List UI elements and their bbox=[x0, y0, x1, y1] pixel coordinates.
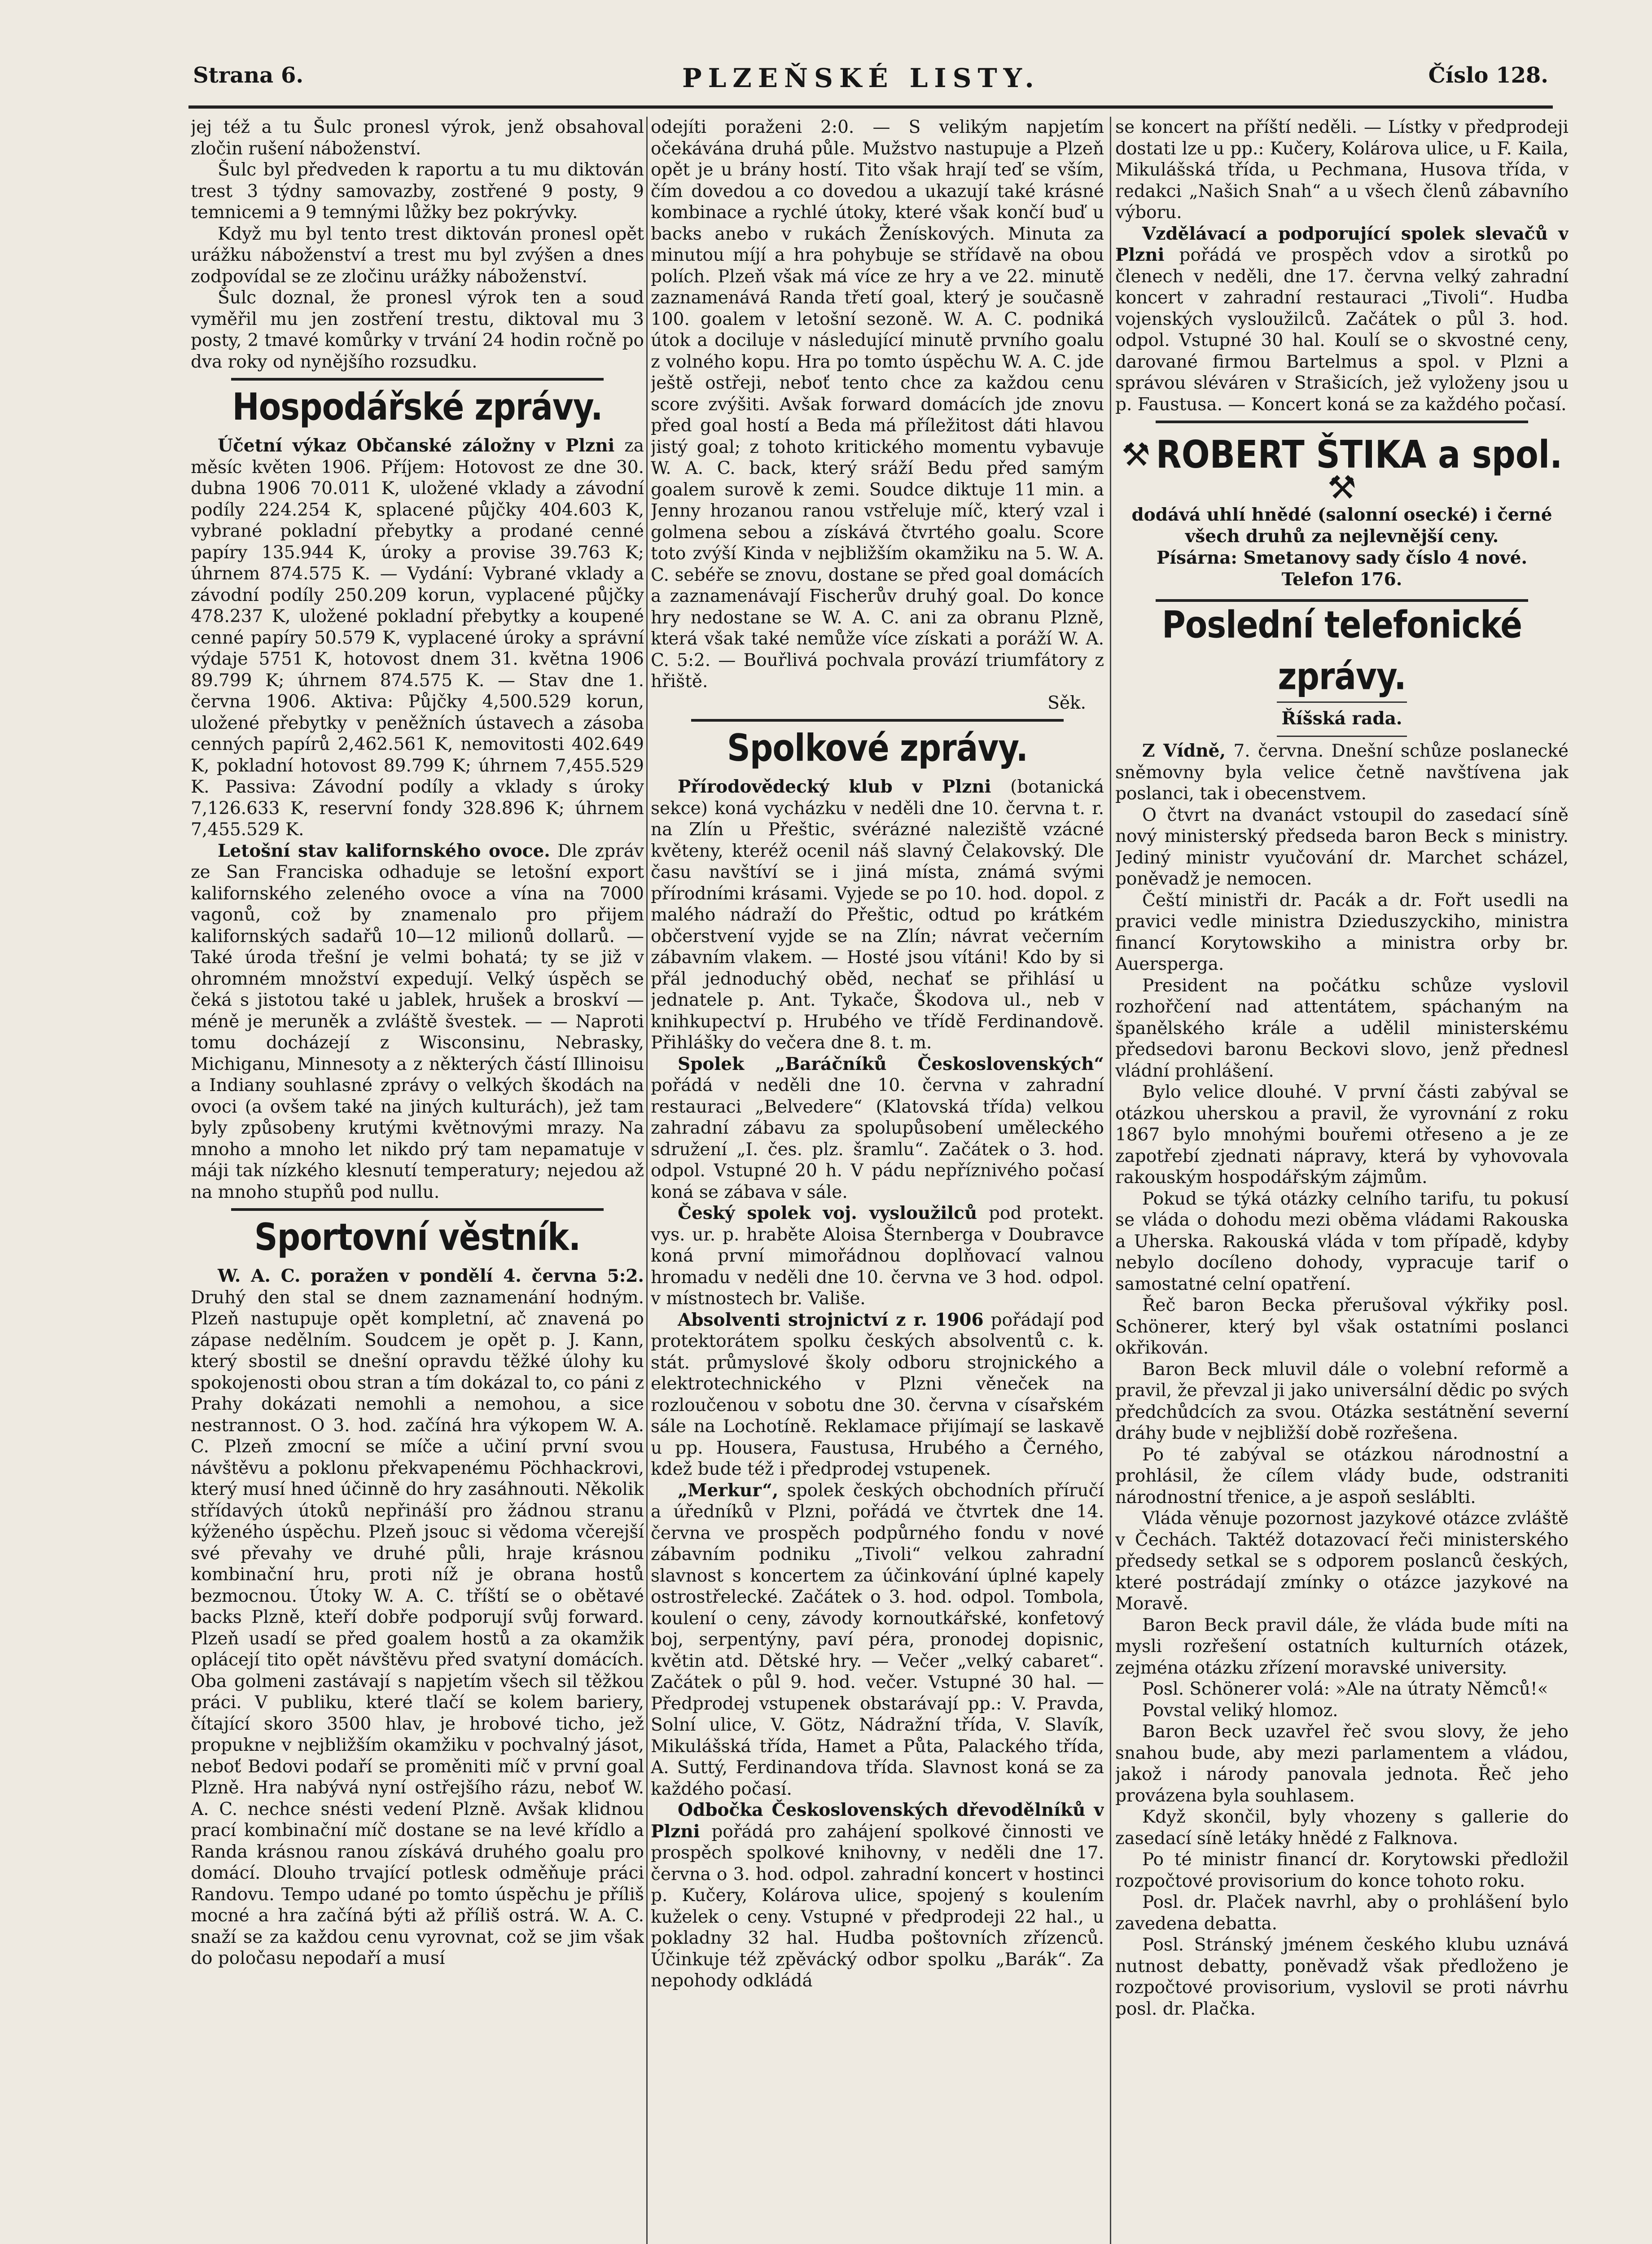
news-paragraph: Když skončil, byly vhozeny s gallerie do zasedací síně letáky hnědé z Falknova. bbox=[1115, 1807, 1569, 1849]
news-paragraph: Vláda věnuje pozornost jazykové otázce zvláště v Čechách. Taktéž dotazovací řeči ministerského předsedy setkal se s odporem poslanců českých, které postrádají zmínky o otázce jazykové na Moravě. bbox=[1115, 1508, 1569, 1614]
article-text: 7. června. Dnešní schůze poslanecké sněmovny byla velice četně navštívena jak poslanci, tak i obecenstvem. bbox=[1115, 741, 1569, 804]
news-paragraph: O čtvrt na dvanáct vstoupil do zasedací síně nový ministerský předseda baron Beck s ministry. Jediný ministr vyučování dr. Marchet scházel, poněvadž je nemocen. bbox=[1115, 805, 1569, 889]
news-paragraph: Povstal veliký hlomoz. bbox=[1142, 1700, 1338, 1721]
article-text: spolek českých obchodních příručí a úředníků v Plzni, pořádá ve čtvrtek dne 14. června ve prospěch podpůrného fondu v nové zábavním podniku „Tivoli“ velkou zahradní slavnost s koncertem za účinkování úplné kapely ostrostřelecké. Začátek o 3. hod. odpol. Tombola, koulení o ceny, závody kornoutkářské, konfetový boj, serpentýny, paví péra, pronodej dopisnic, květin atd. Dětské hry. — Večer „velký cabaret“. Začátek o půl 9. hod. večer. Vstupné 30 hal. — Předprodej vstupenek obstarávají pp.: V. Pravda, Solní ulice, V. Götz, Nádražní třída, V. Slavík, Mikulášská třída, Hamet a Půta, Palackého třída, A. Suttý, Ferdinandova třída. Slavnost koná se za každého počasí. bbox=[651, 1480, 1104, 1799]
news-paragraph: Řeč baron Becka přerušoval výkřiky posl. Schönerer, který byl však ostatními poslanci okřikován. bbox=[1115, 1295, 1569, 1358]
article-paragraph bbox=[191, 841, 644, 1203]
news-paragraph: Posl. Stránský jménem českého klubu uznává nutnost debatty, poněvadž však předloženo je rozpočtové provisorium, vyslovil se proti návrhu posl. dr. Plačka. bbox=[1115, 1935, 1569, 2019]
article-text: Dle zpráv ze San Franciska odhaduje se letošní export kalifornského zeleného ovoce a vína na 7000 vagonů, což by znamenalo pro přijem kalifornských sadařů 10—12 milionů dollarů. — Také úroda třešní je velmi bohatá; ty se již v ohromném množství expedují. Velký úspěch se čeká s jistotou také u jablek, hrušek a broskví — méně je meruněk a zvláště švestek. — — Naproti tomu docházejí z Wisconsinu, Nebrasky, Michiganu, Minnesoty a z některých částí Illinoisu a Indiany souhlasné zprávy o velkých škodách na ovoci (a ovšem také na jiných kulturách), jež tam byly způsobeny krutými květnovými mrazy. Na mnoho a mnoho let nikdo prý tam nepamatuje v máji tak nízkého klesnutí temperatury; nejedou až na mnoho stupňů pod nullu. bbox=[191, 841, 644, 1202]
article-paragraph bbox=[651, 1054, 1104, 1203]
article-text: pořádá v neděli dne 10. června v zahradní restauraci „Belvedere“ (Klatovská třída) velkou zahradní zábavu za spolupůsobení uměleckého sdružení „I. čes. plz. šramlu“. Začátek o 3. hod. odpol. Vstupné 20 h. V pádu nepříznivého počasí koná se zábava v sále. bbox=[651, 1075, 1104, 1202]
section-divider bbox=[691, 719, 1064, 722]
article-lead: Přírodovědecký klub v Plzni bbox=[678, 776, 991, 797]
news-paragraph: Posl. dr. Plaček navrhl, aby o prohlášení bylo zavedena debatta. bbox=[1115, 1892, 1569, 1934]
section-divider bbox=[231, 1208, 604, 1211]
advertisement bbox=[1115, 432, 1569, 590]
article-paragraph bbox=[651, 1800, 1104, 1992]
section-divider bbox=[1156, 421, 1528, 423]
article-text: pořádá pro zahájení spolkové činnosti ve prospěch spolkové knihovny, v neděli dne 17. června o 3. hod. odpol. zahradní koncert v hostinci p. Kučery, Kolárova ulice, spojený s koulením kuželek o ceny. Vstupné v předprodeji 22 hal., u pokladny 32 hal. Hudba poštovních zřízenců. Účinkuje též zpěvácký odbor spolku „Barák“. Za nepohody odkládá bbox=[651, 1821, 1104, 1991]
subheading: Říšská rada. bbox=[1281, 708, 1402, 729]
short-divider bbox=[1277, 736, 1407, 737]
issue-number: Číslo 128. bbox=[1428, 63, 1548, 88]
news-paragraph: Bylo velice dlouhé. V první části zabýval se otázkou uherskou a pravil, že vyrovnání z roku 1867 bylo mnohými bouřemi otřeseno a je ze zapotřebí zjednati nápravy, která by vyhovovala rakouským hospodářským zájmům. bbox=[1115, 1082, 1569, 1188]
news-paragraph bbox=[1115, 741, 1569, 805]
article-text: Druhý den stal se dnem zaznamenání hodným. Plzeň nastupuje opět kompletní, ač znavená po zápase nedělním. Soudcem je opět p. J. Kann, který sbostil se dnešní opravdu těžké úlohy ku spokojenosti obou stran a tím dokázal to, co páni z Prahy dokázati nemohli a nemohou, a sice nestrannost. O 3. hod. začíná hra výkopem W. A. C. Plzeň zmocní se míče a učiní první svou návštěvu a poklonu překvapenému Pöchhackrovi, který musí hned účinně do hry zasáhnouti. Několik střídavých útoků nepřináší pro žádnou stranu kýženého úspěchu. Plzeň jsouc si vědoma včerejší své převahy ve druhé půli, hraje krásnou kombinační hru, proti níž je obrana hostů bezmocnou. Útoky W. A. C. tříští se o obětavé backs Plzně, kteří dobře podporují svůj forward. Plzeň usadí se před goalem hostů a za okamžik oplácejí tito opět návštěvu před svatyní domácích. Oba golmeni zastávají s napjetím všech sil těžkou práci. V publiku, které tlačí se kolem bariery, čítající skoro 3500 hlav, je hrobové ticho, jež propukne v nejbližším okamžiku v pochvalný jásot, neboť Bedovi podaří se proměniti míč v první goal Plzně. Hra nabývá nyní ostřejšího rázu, neboť W. A. C. nechce snésti vedení Plzně. Avšak klidnou prací kombinační míč dostane se na levé křídlo a Randa krásnou ranou získává druhého goalu pro domácí. Dlouho trvající potlesk odměňuje práci Randovu. Tempo udané po tomto úspěchu je příliš mocné a hra začíná býti až příliš ostrá. W. A. C. snaží se za každou cenu vyrovnat, což se jim však do poločasu nepodaří a musí bbox=[191, 1287, 644, 1968]
article-paragraph bbox=[651, 1310, 1104, 1480]
article-text: pod protekt. vys. ur. p. hraběte Aloisa Šternberga v Doubravce koná první mimořádnou doplňovací valnou hromadu v neděli dne 10. června ve 3 hod. odpol. v místnostech br. Vališe. bbox=[651, 1203, 1104, 1309]
news-paragraph: Baron Beck mluvil dále o volební reformě a pravil, že převzal ji jako universální dědic po svých předchůdcích za svou. Otázka sestátnění severní dráhy bude v nejbližší době rozřešena. bbox=[1115, 1359, 1569, 1443]
news-paragraph: Pokud se týká otázky celního tarifu, tu pokusí se vláda o dohodu mezi oběma vládami Rakouska a Uherska. Rakouská vláda v tom případě, kdyby nebylo docíleno dohody, vypracuje tarif o samostatné celní opatření. bbox=[1115, 1188, 1569, 1294]
article-lead: Český spolek voj. vysloužilců bbox=[678, 1203, 977, 1223]
news-paragraph: Po té zabýval se otázkou národnostní a prohlásil, že cílem vlády bude, odstraniti národnostní třenice, a je aspoň sesláblti. bbox=[1115, 1444, 1569, 1508]
article-text: pořádají pod protektorátem spolku českých absolventů c. k. stát. průmyslové školy odboru strojnického a elektrotechnického v Plzni věneček na rozloučenou v sobotu dne 30. června v císařském sále na Lochotíně. Reklamace přijímají se laskavě u pp. Housera, Faustusa, Hrubého a Černého, kdež bude též i předprodej vstupenek. bbox=[651, 1310, 1104, 1479]
page-header bbox=[193, 58, 1548, 99]
section-heading-sport: Sportovní věstník. bbox=[254, 1215, 581, 1259]
hammers-icon: ⚒ bbox=[1121, 436, 1151, 473]
ad-line: všech druhů za nejlevnější ceny. bbox=[1185, 526, 1499, 547]
news-paragraph: Baron Beck pravil dále, že vláda bude míti na mysli rozřešení ostatních kulturních otázek, zejména otázku zřízení moravské university. bbox=[1115, 1615, 1569, 1678]
article-lead: „Merkur“, bbox=[678, 1480, 779, 1501]
page-number: Strana 6. bbox=[193, 63, 304, 88]
ad-title: ROBERT ŠTIKA a spol. bbox=[1156, 432, 1563, 477]
section-heading-clubs: Spolkové zprávy. bbox=[727, 726, 1028, 770]
article-paragraph bbox=[651, 1203, 1104, 1310]
article-lead: Absolventi strojnictví z r. 1906 bbox=[678, 1309, 984, 1330]
article-lead: Z Vídně, bbox=[1142, 741, 1226, 761]
article-lead: Vzdělávací a podporující spolek slevačů v Plzni bbox=[1115, 223, 1569, 265]
article-lead: Odbočka Československých dřevodělníků v Plzni bbox=[651, 1800, 1104, 1842]
article-paragraph bbox=[1115, 224, 1569, 416]
column-divider bbox=[1110, 117, 1111, 2244]
column-3 bbox=[1115, 117, 1569, 2244]
article-lead: Spolek „Baráčníků Československých“ bbox=[678, 1053, 1104, 1074]
article-paragraph bbox=[651, 1480, 1104, 1800]
news-paragraph: Po té ministr financí dr. Korytowski předložil rozpočtové provisorium do konce tohoto roku. bbox=[1115, 1850, 1569, 1891]
news-paragraph: President na počátku schůze vyslovil rozhořčení nad attentátem, spáchaným na španělského krále a udělil ministerskému předsedovi baronu Beckovi slovo, jenž přednesl vládní prohlášení. bbox=[1115, 975, 1569, 1081]
section-heading-economy: Hospodářské zprávy. bbox=[232, 385, 603, 429]
court-paragraph: Šulc byl předveden k raportu a tu mu diktován trest 3 týdny samovazby, zostřené 9 posty, 9 temnicemi a 9 temnými lůžky bez pokrývky. bbox=[191, 160, 644, 223]
article-text: za měsíc květen 1906. Příjem: Hotovost ze dne 30. dubna 1906 70.011 K, uložené vklady a závodní podíly 224.254 K, splacené půjčky 404.603 K, vybrané pokladní přebytky a prodané cenné papíry 135.944 K, úroky a provise 39.763 K; úhrnem 874.575 K. — Vydání: Vybrané vklady a závodní podíly 250.209 korun, vyplacené půjčky 478.237 K, uložené pokladní přebytky a koupené cenné papíry 50.579 K, vyplacené úroky a správní výdaje 5751 K, hotovost dnem 31. května 1906 89.799 K; úhrnem 874.575 K. — Stav dne 1. června 1906. Aktiva: Půjčky 4,500.529 korun, uložené přebytky v peněžních ústavech a zásoba cenných papírů 2,462.561 K, nemovitosti 402.649 K, pokladní hotovost 89.799 K; úhrnem 7,455.529 K. Passiva: Závodní podíly a vklady s úroky 7,126.633 K, reservní fondy 328.896 K; úhrnem 7,455.529 K. bbox=[191, 436, 644, 840]
article-text: pořádá ve prospěch vdov a sirotků po členech v neděli, dne 17. června velký zahradní koncert v zahradní restauraci „Tivoli“. Hudba vojenských vysloužilců. Začátek o půl 3. hod. odpol. Vstupné 30 hal. Koulí se o skvostné ceny, darované firmou Bartelmus a spol. v Plzni a správou sléváren v Strašicích, jež vyloženy jsou u p. Faustusa. — Koncert koná se za každého počasí. bbox=[1115, 245, 1569, 415]
article-signature: Sěk. bbox=[1047, 692, 1086, 713]
column-1 bbox=[191, 117, 644, 2244]
article-paragraph: se koncert na příští neděli. — Lístky v předprodeji dostati lze u pp.: Kučery, Kolárova ulice, u F. Kaila, Mikulášská třída, u Pechmana, Husova třída, v redakci „Našich Snah“ a u všech členů zábavního výboru. bbox=[1115, 117, 1569, 223]
article-paragraph bbox=[651, 776, 1104, 1054]
hammers-icon: ⚒ bbox=[1327, 469, 1357, 506]
section-heading-phone-news: Poslední telefonické zprávy. bbox=[1161, 602, 1522, 698]
news-paragraph: Čeští ministři dr. Pacák a dr. Fořt usedli na pravici vedle ministra Dzieduszyckiho, ministra financí Korytowskiho a ministra orby br. Auersperga. bbox=[1115, 890, 1569, 974]
masthead-title: PLZEŇSKÉ LISTY. bbox=[682, 63, 1040, 93]
court-paragraph: Když mu byl tento trest diktován pronesl opět urážku náboženství a trest mu byl zvýšen a dnes zodpovídal se ze zločinu urážky náboženství. bbox=[191, 224, 644, 287]
header-rule bbox=[188, 105, 1553, 109]
article-paragraph bbox=[191, 435, 644, 841]
article-text: (botanická sekce) koná vycházku v neděli dne 10. června t. r. na Zlín u Přeštic, svérázné naleziště vzácné květeny, kteréž ocenil náš slavný Čelakovský. Dle času navštíví se i jiná místa, známá svými přírodními krásami. Vyjede se po 10. hod. dopol. z malého nádraží do Přeštic, odtud po krátkém občerstvení vyjde se na Zlín; návrat večerním zábavním vlakem. — Hosté jsou vítáni! Kdo by si přál jednoduchý oběd, nechať se přihlásí u jednatele p. Ant. Tykače, Škodova ul., neb v knihkupectví p. Hrubého ve třídě Ferdinandově. Přihlášky do večera dne 8. t. m. bbox=[651, 777, 1104, 1053]
article-paragraph bbox=[191, 1266, 644, 1969]
article-lead: Letošní stav kalifornského ovoce. bbox=[218, 840, 550, 861]
article-paragraph: odejíti poraženi 2:0. — S velikým napjetím očekávána druhá půle. Mužstvo nastupuje a Plzeň opět je u brány hostí. Tito však hrají teď se vším, čím dovedou a co dovedou a ukazují také krásné kombinace a rychlé útoky, které však končí buď u backs anebo v rukách Ženískových. Minuta za minutou míjí a hra pohybuje se střídavě na obou polích. Plzeň však má více ze hry a ve 22. minutě zaznamenává Randa třetí goal, který je současně 100. goalem v letošní sezoně. W. A. C. podniká útok a dociluje v následující minutě prvního goalu z volného kopu. Hra po tomto úspěchu W. A. C. jde ještě ostřeji, neboť tento chce za každou cenu score zvýšiti. Avšak forward domácích jde znovu před goal hostí a Beda má příležitost dáti hlavou jistý goal; z tohoto kritického momentu vybavuje W. A. C. back, který sráží Bedu před samým goalem surově k zemi. Soudce diktuje 11 min. a Jenny hrozanou ranou vstřeluje míč, který vzal i golmena sebou a získává čtvrtého goalu. Score toto zvýší Kinda v nejbližším okamžiku na 5. W. A. C. sebéře se znovu, dostane se před goal domácích a zaznamenávají Fischerův druhý goal. Do konce hry nedostane se W. A. C. ani za obranu Plzně, která však také nemůže více získati a poráží W. A. C. 5:2. — Bouřlivá pochvala provází triumfátory z hřiště. bbox=[651, 117, 1104, 692]
column-divider bbox=[646, 117, 648, 2244]
article-lead: W. A. C. poražen v pondělí 4. června 5:2. bbox=[218, 1266, 644, 1286]
court-paragraph: Šulc doznal, že pronesl výrok ten a soud vyměřil mu jen zostření trestu, diktoval mu 3 posty, 2 tmavé komůrky v trvání 24 hodin ročně po dva roky od nynějšího rozsudku. bbox=[191, 288, 644, 372]
news-paragraph: Posl. Schönerer volá: »Ale na útraty Němců!« bbox=[1142, 1679, 1548, 1699]
ad-line: Písárna: Smetanovy sady číslo 4 nové. bbox=[1156, 547, 1528, 568]
ad-line: dodává uhlí hnědé (salonní osecké) i černé bbox=[1131, 504, 1552, 525]
section-divider bbox=[231, 378, 604, 381]
court-paragraph: jej též a tu Šulc pronesl výrok, jenž obsahoval zločin rušení náboženství. bbox=[191, 117, 644, 159]
ad-line: Telefon 176. bbox=[1281, 569, 1402, 590]
column-2 bbox=[651, 117, 1104, 2244]
article-lead: Účetní výkaz Občanské záložny v Plzni bbox=[218, 435, 615, 456]
news-paragraph: Baron Beck uzavřel řeč svou slovy, že jeho snahou bude, aby mezi parlamentem a vládou, jakož i národy panovala jednota. Řeč jeho provázena byla souhlasem. bbox=[1115, 1722, 1569, 1806]
